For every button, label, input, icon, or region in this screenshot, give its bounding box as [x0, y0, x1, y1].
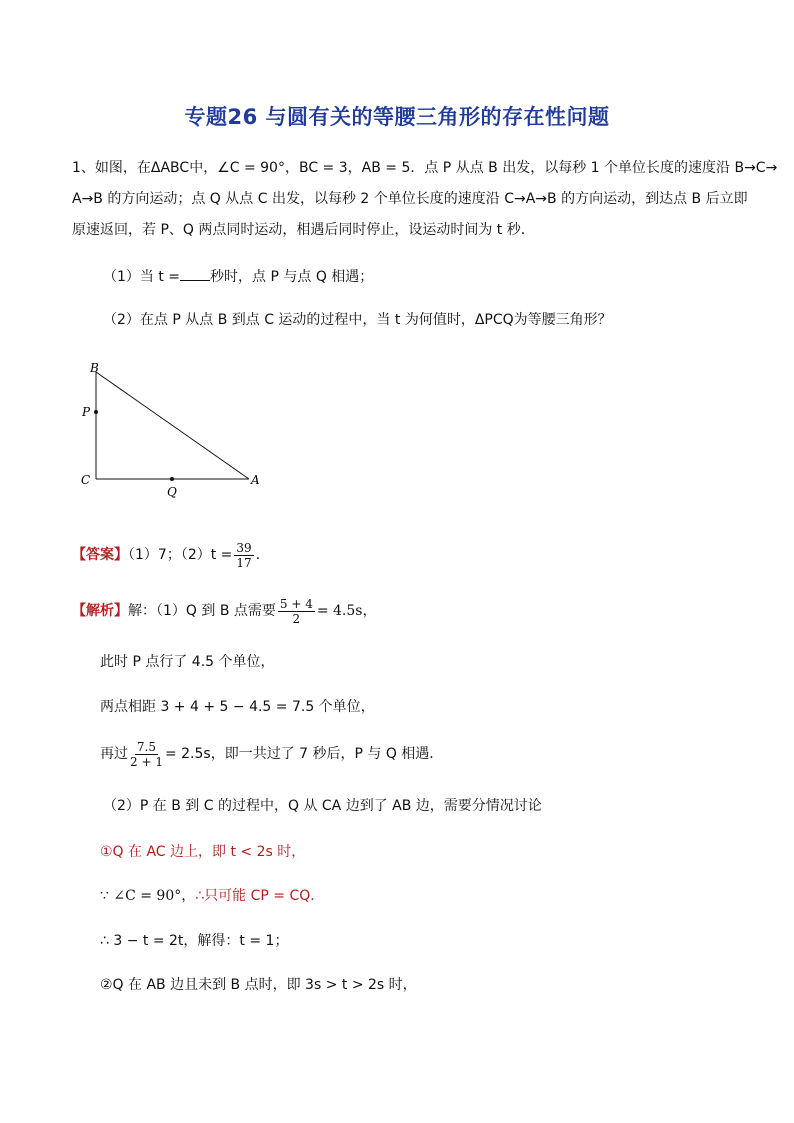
analysis-7-because: ∵ ∠C = 90°，: [100, 888, 196, 904]
analysis-line-7: [100, 886, 722, 906]
label-c: C: [81, 473, 91, 487]
analysis-4-numerator: 7.5: [136, 739, 157, 754]
answer-line: [72, 538, 722, 572]
question-1-prefix: （1）当 t =: [103, 269, 181, 285]
analysis-1-fraction: [278, 597, 315, 626]
answer-tag: 【答案】: [72, 547, 128, 563]
answer-numerator: 39: [236, 540, 252, 555]
analysis-1-suffix: = 4.5s，: [316, 603, 377, 619]
analysis-4-denominator: 2 + 1: [130, 754, 163, 769]
problem-line-2: A→B 的方向运动；点 Q 从点 C 出发，以每秒 2 个单位长度的速度沿 C→A→B 的方向运动，到达点 B 后立即: [72, 191, 748, 207]
question-2: （2）在点 P 从点 B 到点 C 运动的过程中，当 t 为何值时，ΔPCQ为等腰三角形？: [103, 312, 612, 328]
page-title: 专题26 与圆有关的等腰三角形的存在性问题: [184, 105, 610, 129]
answer-fraction: [234, 541, 253, 570]
question-1-suffix: 秒时，点 P 与点 Q 相遇；: [210, 269, 374, 285]
analysis-line-2: 此时 P 点行了 4.5 个单位，: [100, 654, 275, 670]
problem-line-1: 1、如图，在ΔABC中，∠C = 90°，BC = 3，AB = 5．点 P 从点 B 出发，以每秒 1 个单位长度的速度沿 B→C→: [72, 160, 778, 176]
label-q: Q: [167, 485, 177, 499]
analysis-line-3: 两点相距 3 + 4 + 5 − 4.5 = 7.5 个单位，: [100, 699, 375, 715]
answer-end: ．: [255, 547, 270, 563]
problem-line-3: 原速返回，若 P、Q 两点同时运动，相遇后同时停止，设运动时间为 t 秒．: [72, 222, 535, 238]
answer-text: （1）7；（2）t =: [128, 547, 233, 563]
analysis-7-therefore: ∴只可能 CP = CQ．: [195, 888, 325, 904]
analysis-line-1: [72, 594, 722, 628]
label-p: P: [82, 405, 91, 419]
analysis-line-8: ∴ 3 − t = 2t，解得：t = 1；: [100, 933, 289, 949]
triangle-figure: [78, 360, 268, 500]
analysis-4-suffix: = 2.5s，即一共过了 7 秒后，P 与 Q 相遇．: [164, 746, 444, 762]
point-p: [94, 410, 98, 414]
analysis-line-5: （2）P 在 B 到 C 的过程中，Q 从 CA 边到了 AB 边，需要分情况讨论: [103, 798, 542, 814]
label-b: B: [90, 361, 99, 375]
analysis-line-9: ②Q 在 AB 边且未到 B 点时，即 3s > t > 2s 时，: [100, 977, 417, 993]
analysis-4-prefix: 再过: [100, 746, 128, 762]
point-q: [170, 477, 174, 481]
analysis-1-denominator: 2: [292, 611, 301, 626]
analysis-line-6: ①Q 在 AC 边上，即 t < 2s 时，: [100, 844, 306, 860]
analysis-1-prefix: 解：（1）Q 到 B 点需要: [128, 603, 276, 619]
edge-ab: [96, 372, 249, 479]
analysis-1-numerator: 5 + 4: [279, 596, 313, 611]
analysis-line-4: [100, 737, 722, 771]
analysis-tag: 【解析】: [72, 603, 128, 619]
question-1: [103, 266, 722, 287]
answer-blank: [180, 266, 210, 281]
label-a: A: [251, 473, 260, 487]
answer-denominator: 17: [236, 555, 252, 570]
analysis-4-fraction: [130, 740, 163, 769]
